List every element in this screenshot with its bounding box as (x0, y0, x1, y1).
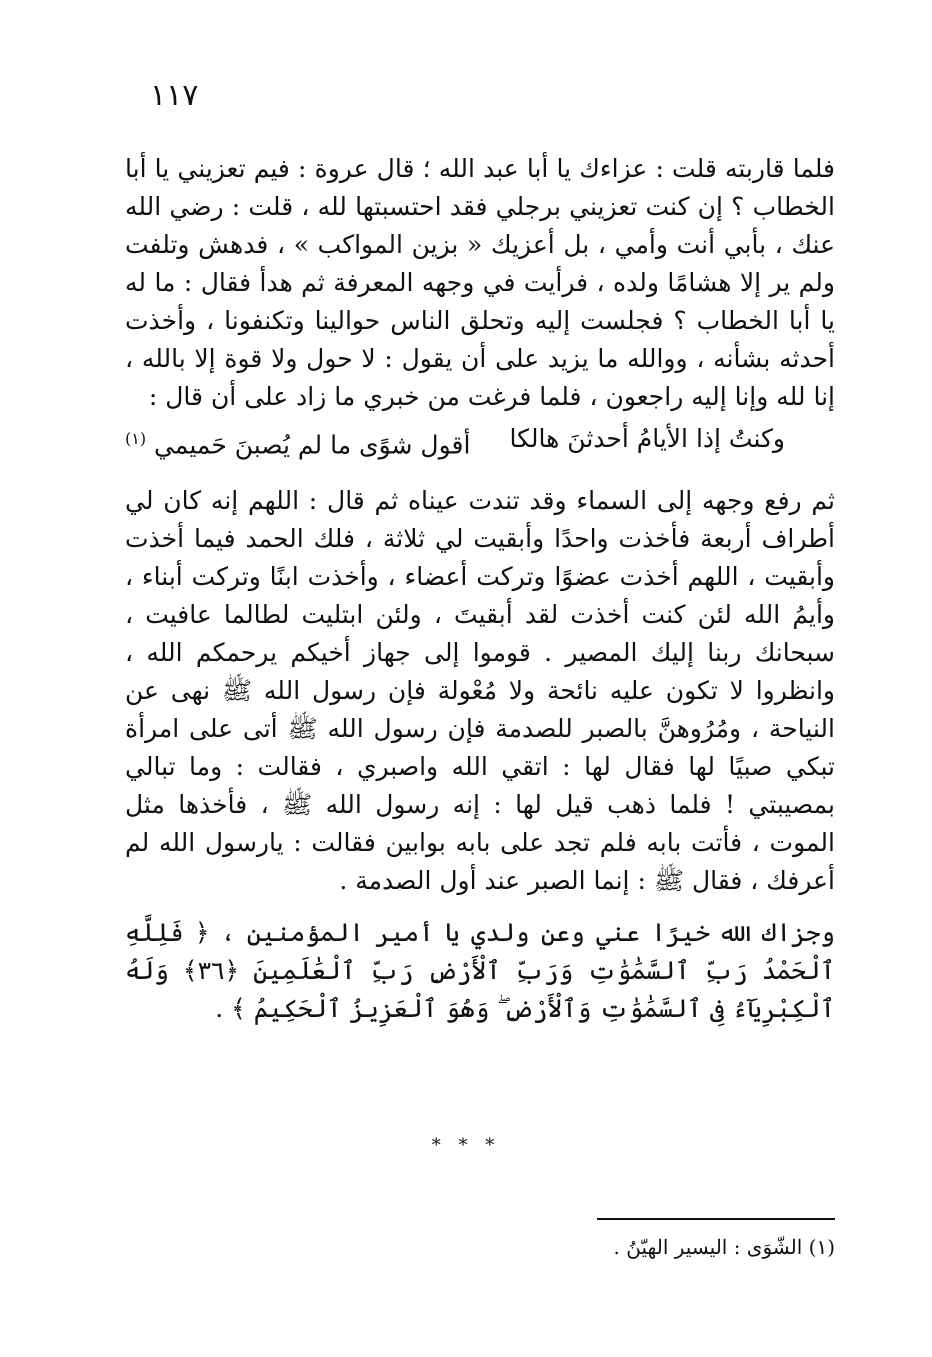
poetry-verse (125, 420, 835, 464)
footnote-reference: (١) (125, 429, 147, 448)
verse-second-text: أقول شوًى ما لم يُصبنَ حَميمي (154, 430, 471, 460)
footnote: (١) الشّوَى : اليسير الهيّنُ . (613, 1235, 835, 1259)
main-text (125, 150, 835, 1028)
paragraph-2: ثم رفع وجهه إلى السماء وقد تندت عيناه ثم قال : اللهم إنه كان لي أطراف أربعة فأخذت واحدًا وأبقيت لي ثلاثة ، فلك الحمد فيما أخذت وأبقيت ، اللهم أخذت عضوًا وتركت أعضاء ، وأخذت ابنًا وتركت أبناء ، وأيمُ الله لئن كنت أخذت لقد أبقيتَ ، ولئن ابتليت لطالما عافيت ، سبحانك ربنا إليك المصير . قوموا إلى جهاز أخيكم يرحمكم الله ، وانظروا لا تكون عليه نائحة ولا مُعْولة فإن رسول الله ﷺ نهى عن النياحة ، ومُرُوهنَّ بالصبر للصدمة فإن رسول الله ﷺ أتى على امرأة تبكي صبيًا لها فقال لها : اتقي الله واصبري ، فقالت : وما تبالي بمصيبتي ! فلما ذهب قيل لها : إنه رسول الله ﷺ ، فأخذها مثل الموت ، فأتت بابه فلم تجد على بابه بوابين فقالت : يارسول الله لم أعرفك ، فقال ﷺ : إنما الصبر عند أول الصدمة . (125, 486, 835, 896)
paragraph-3-quran: وجزاك الله خيرًا عني وعن ولدي يا أمير المؤمنين ، ﴿ فَلِلَّهِ ٱلْحَمْدُ رَبِّ ٱلسَّمَٰوَٰتِ وَرَبِّ ٱلْأَرْضِ رَبِّ ٱلْعَٰلَمِينَ ﴿٣٦﴾ وَلَهُ ٱلْكِبْرِيَآءُ فِى ٱلسَّمَٰوَٰتِ وَٱلْأَرْضِ ۖ وَهُوَ ٱلْعَزِيزُ ٱلْحَكِيمُ ﴾ . (125, 918, 835, 1024)
verse-second-hemistich (125, 420, 470, 464)
verse-first-hemistich: وكنتُ إذا الأيامُ أحدثنَ هالكا (509, 424, 785, 453)
section-separator: * * * (431, 1135, 501, 1156)
paragraph-1: فلما قاربته قلت : عزاءك يا أبا عبد الله ؛ قال عروة : فيم تعزيني يا أبا الخطاب ؟ إن كنت تعزيني برجلي فقد احتسبتها لله ، قلت : رضي الله عنك ، بأبي أنت وأمي ، بل أعزيك « بزين المواكب » ، فدهش وتلفت ولم ير إلا هشامًا ولده ، فرأيت في وجهه المعرفة ثم هدأ فقال : ما له يا أبا الخطاب ؟ فجلست إليه وتحلق الناس حوالينا وتكنفونا ، وأخذت أحدثه بشأنه ، ووالله ما يزيد على أن يقول : لا حول ولا قوة إلا بالله ، إنا لله وإنا إليه راجعون ، فلما فرغت من خبري ما زاد على أن قال : (125, 154, 835, 411)
footnote-divider (597, 1218, 835, 1220)
page-number: ١١٧ (150, 78, 199, 113)
